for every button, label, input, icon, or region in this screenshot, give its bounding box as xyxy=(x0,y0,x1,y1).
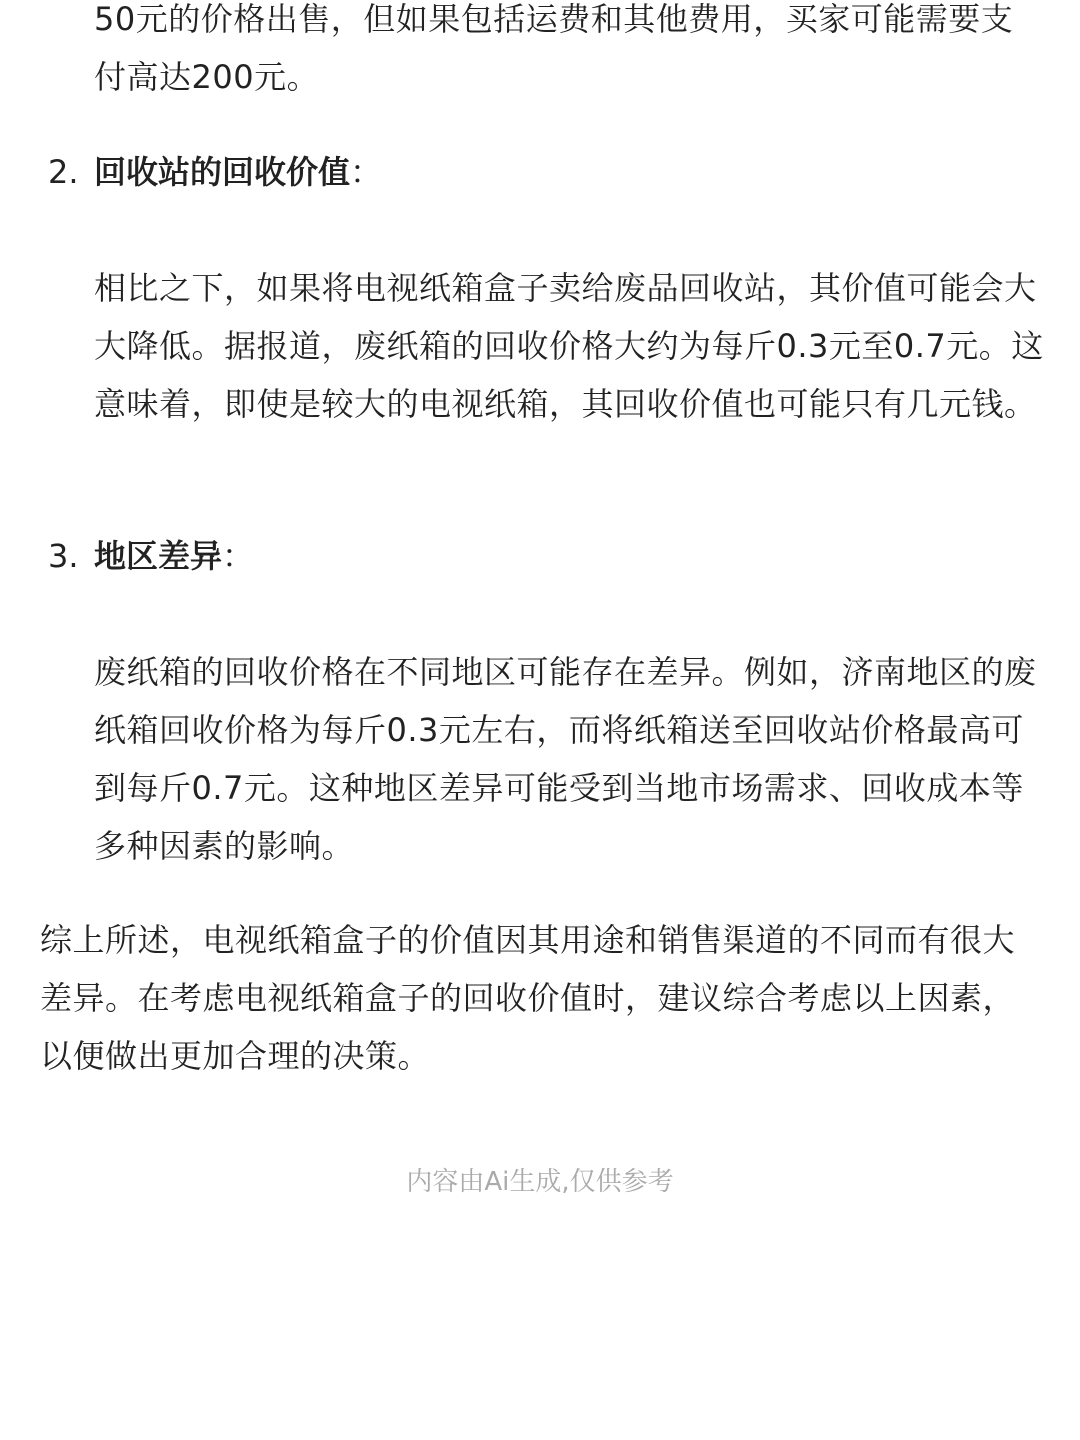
intro-continuation-paragraph: 50元的价格出售，但如果包括运费和其他费用，买家可能需要支付高达200元。 xyxy=(94,0,1014,96)
list-item-heading-recycling-value xyxy=(48,143,382,201)
list-item-title: 地区差异 xyxy=(94,537,223,575)
ai-disclaimer-note: 内容由Ai生成,仅供参考 xyxy=(406,1167,674,1197)
recycling-value-paragraph: 相比之下，如果将电视纸箱盒子卖给废品回收站，其价值可能会大大降低。据报道，废纸箱的回收价格大约为每斤0.3元至0.7元。这意味着，即使是较大的电视纸箱，其回收价值也可能只有几元钱。 xyxy=(94,269,1044,423)
list-item-title: 回收站的回收价值 xyxy=(94,153,351,191)
list-item-colon: ： xyxy=(222,537,255,575)
conclusion-paragraph: 综上所述，电视纸箱盒子的价值因其用途和销售渠道的不同而有很大差异。在考虑电视纸箱盒子的回收价值时，建议综合考虑以上因素，以便做出更加合理的决策。 xyxy=(40,921,1016,1075)
list-item-number: 2. xyxy=(48,153,79,191)
list-item-number: 3. xyxy=(48,537,79,575)
list-item-colon: ： xyxy=(350,153,383,191)
list-item-heading-regional-difference xyxy=(48,527,254,585)
regional-difference-paragraph: 废纸箱的回收价格在不同地区可能存在差异。例如，济南地区的废纸箱回收价格为每斤0.3元左右，而将纸箱送至回收站价格最高可到每斤0.7元。这种地区差异可能受到当地市场需求、回收成本等多种因素的影响。 xyxy=(94,653,1037,865)
